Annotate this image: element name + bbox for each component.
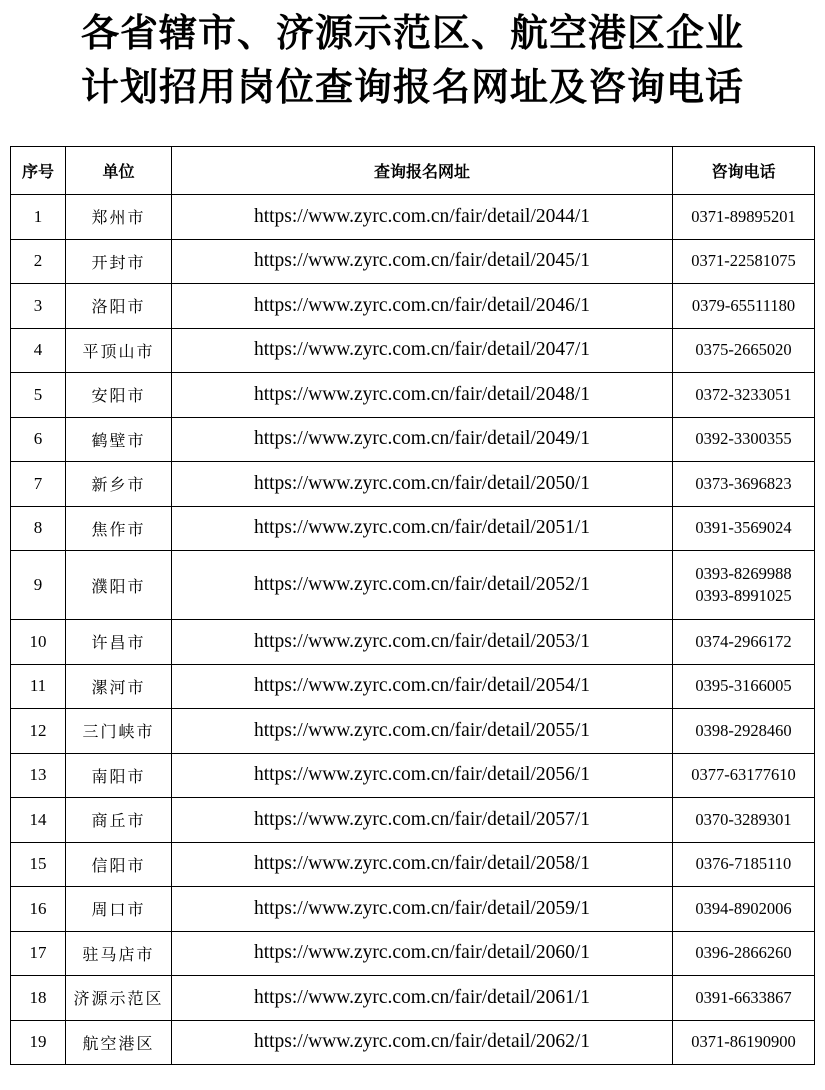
row-unit-name: 驻马店市 xyxy=(66,931,172,976)
table-row xyxy=(11,753,815,798)
row-registration-url[interactable]: https://www.zyrc.com.cn/fair/detail/2052/1 xyxy=(172,551,673,620)
header-unit: 单位 xyxy=(66,147,172,195)
row-unit-name: 焦作市 xyxy=(66,506,172,551)
table-row xyxy=(11,551,815,620)
table-row xyxy=(11,620,815,665)
row-unit-name: 周口市 xyxy=(66,887,172,932)
row-phone-cell xyxy=(673,976,815,1021)
row-serial-number: 1 xyxy=(11,195,66,240)
row-registration-url[interactable]: https://www.zyrc.com.cn/fair/detail/2062/1 xyxy=(172,1020,673,1065)
row-phone-cell xyxy=(673,842,815,887)
row-phone-number: 0391-6633867 xyxy=(695,987,792,1007)
table-header-row xyxy=(11,147,815,195)
row-phone-cell xyxy=(673,284,815,329)
table-row xyxy=(11,709,815,754)
row-serial-number: 11 xyxy=(11,664,66,709)
row-serial-number: 9 xyxy=(11,551,66,620)
row-phone-number: 0398-2928460 xyxy=(695,720,792,740)
row-registration-url[interactable]: https://www.zyrc.com.cn/fair/detail/2050/1 xyxy=(172,462,673,507)
row-phone-cell xyxy=(673,798,815,843)
row-phone-cell xyxy=(673,373,815,418)
table-row xyxy=(11,798,815,843)
table-row xyxy=(11,931,815,976)
table-row xyxy=(11,284,815,329)
row-phone-number: 0377-63177610 xyxy=(691,765,796,785)
row-phone-cell xyxy=(673,931,815,976)
row-phone-number: 0394-8902006 xyxy=(695,898,792,918)
row-unit-name: 开封市 xyxy=(66,239,172,284)
row-serial-number: 12 xyxy=(11,709,66,754)
row-serial-number: 17 xyxy=(11,931,66,976)
page-title-line-2: 计划招用岗位查询报名网址及咨询电话 xyxy=(80,65,744,109)
row-phone-cell xyxy=(673,664,815,709)
page-title-line-1: 各省辖市、济源示范区、航空港区企业 xyxy=(80,11,744,55)
row-phone-number: 0370-3289301 xyxy=(695,809,792,829)
table-row xyxy=(11,976,815,1021)
row-unit-name: 漯河市 xyxy=(66,664,172,709)
row-registration-url[interactable]: https://www.zyrc.com.cn/fair/detail/2057/1 xyxy=(172,798,673,843)
row-unit-name: 航空港区 xyxy=(66,1020,172,1065)
row-registration-url[interactable]: https://www.zyrc.com.cn/fair/detail/2056/1 xyxy=(172,753,673,798)
table-row xyxy=(11,373,815,418)
row-unit-name: 许昌市 xyxy=(66,620,172,665)
row-unit-name: 新乡市 xyxy=(66,462,172,507)
row-serial-number: 13 xyxy=(11,753,66,798)
row-serial-number: 15 xyxy=(11,842,66,887)
row-phone-cell xyxy=(673,753,815,798)
row-unit-name: 平顶山市 xyxy=(66,328,172,373)
row-serial-number: 14 xyxy=(11,798,66,843)
row-registration-url[interactable]: https://www.zyrc.com.cn/fair/detail/2048/1 xyxy=(172,373,673,418)
row-phone-number: 0371-89895201 xyxy=(691,206,796,226)
row-serial-number: 16 xyxy=(11,887,66,932)
row-phone-number: 0391-3569024 xyxy=(695,518,792,538)
row-serial-number: 19 xyxy=(11,1020,66,1065)
row-phone-cell xyxy=(673,551,815,620)
table-row xyxy=(11,239,815,284)
row-registration-url[interactable]: https://www.zyrc.com.cn/fair/detail/2055/1 xyxy=(172,709,673,754)
row-unit-name: 南阳市 xyxy=(66,753,172,798)
row-phone-cell xyxy=(673,239,815,284)
row-unit-name: 濮阳市 xyxy=(66,551,172,620)
row-phone-number: 0371-22581075 xyxy=(691,251,796,271)
row-unit-name: 三门峡市 xyxy=(66,709,172,754)
row-phone-cell xyxy=(673,462,815,507)
header-consultation-phone: 咨询电话 xyxy=(673,147,815,195)
row-phone-number: 0371-86190900 xyxy=(691,1032,796,1052)
row-unit-name: 信阳市 xyxy=(66,842,172,887)
row-registration-url[interactable]: https://www.zyrc.com.cn/fair/detail/2051/1 xyxy=(172,506,673,551)
table-row xyxy=(11,328,815,373)
row-unit-name: 安阳市 xyxy=(66,373,172,418)
table-row xyxy=(11,1020,815,1065)
row-unit-name: 洛阳市 xyxy=(66,284,172,329)
row-registration-url[interactable]: https://www.zyrc.com.cn/fair/detail/2045/1 xyxy=(172,239,673,284)
row-registration-url[interactable]: https://www.zyrc.com.cn/fair/detail/2046/1 xyxy=(172,284,673,329)
row-phone-number: 0373-3696823 xyxy=(695,473,792,493)
table-row xyxy=(11,664,815,709)
row-phone-number: 0372-3233051 xyxy=(695,384,792,404)
row-registration-url[interactable]: https://www.zyrc.com.cn/fair/detail/2047/1 xyxy=(172,328,673,373)
row-registration-url[interactable]: https://www.zyrc.com.cn/fair/detail/2060/1 xyxy=(172,931,673,976)
row-registration-url[interactable]: https://www.zyrc.com.cn/fair/detail/2049/1 xyxy=(172,417,673,462)
table-row xyxy=(11,506,815,551)
row-serial-number: 2 xyxy=(11,239,66,284)
row-serial-number: 3 xyxy=(11,284,66,329)
contact-table xyxy=(10,146,815,1065)
row-phone-cell xyxy=(673,506,815,551)
table-row xyxy=(11,887,815,932)
row-phone-number: 0393-8991025 xyxy=(695,586,792,605)
row-registration-url[interactable]: https://www.zyrc.com.cn/fair/detail/2053/1 xyxy=(172,620,673,665)
row-unit-name: 济源示范区 xyxy=(66,976,172,1021)
row-serial-number: 8 xyxy=(11,506,66,551)
header-serial-number: 序号 xyxy=(11,147,66,195)
row-phone-cell xyxy=(673,620,815,665)
row-serial-number: 4 xyxy=(11,328,66,373)
row-registration-url[interactable]: https://www.zyrc.com.cn/fair/detail/2044/1 xyxy=(172,195,673,240)
row-registration-url[interactable]: https://www.zyrc.com.cn/fair/detail/2058/1 xyxy=(172,842,673,887)
header-registration-url: 查询报名网址 xyxy=(172,147,673,195)
row-serial-number: 18 xyxy=(11,976,66,1021)
row-phone-number: 0374-2966172 xyxy=(695,631,792,651)
row-phone-cell xyxy=(673,709,815,754)
row-unit-name: 鹤壁市 xyxy=(66,417,172,462)
row-phone-number: 0393-8269988 xyxy=(695,564,792,583)
row-phone-number: 0392-3300355 xyxy=(695,429,792,449)
table-body xyxy=(11,195,815,1065)
table-row xyxy=(11,195,815,240)
row-registration-url[interactable]: https://www.zyrc.com.cn/fair/detail/2059/1 xyxy=(172,887,673,932)
row-serial-number: 10 xyxy=(11,620,66,665)
row-unit-name: 商丘市 xyxy=(66,798,172,843)
row-registration-url[interactable]: https://www.zyrc.com.cn/fair/detail/2061/1 xyxy=(172,976,673,1021)
row-phone-cell xyxy=(673,195,815,240)
row-phone-number: 0379-65511180 xyxy=(691,295,796,315)
row-registration-url[interactable]: https://www.zyrc.com.cn/fair/detail/2054/1 xyxy=(172,664,673,709)
row-phone-number: 0395-3166005 xyxy=(695,676,792,696)
row-serial-number: 7 xyxy=(11,462,66,507)
row-phone-cell xyxy=(673,417,815,462)
row-phone-cell xyxy=(673,1020,815,1065)
row-unit-name: 郑州市 xyxy=(66,195,172,240)
row-phone-cell xyxy=(673,328,815,373)
row-serial-number: 5 xyxy=(11,373,66,418)
row-phone-number: 0375-2665020 xyxy=(695,340,792,360)
table-row xyxy=(11,462,815,507)
row-phone-number: 0396-2866260 xyxy=(695,943,792,963)
row-serial-number: 6 xyxy=(11,417,66,462)
table-row xyxy=(11,842,815,887)
row-phone-number: 0376-7185110 xyxy=(695,854,792,874)
row-phone-cell xyxy=(673,887,815,932)
table-row xyxy=(11,417,815,462)
